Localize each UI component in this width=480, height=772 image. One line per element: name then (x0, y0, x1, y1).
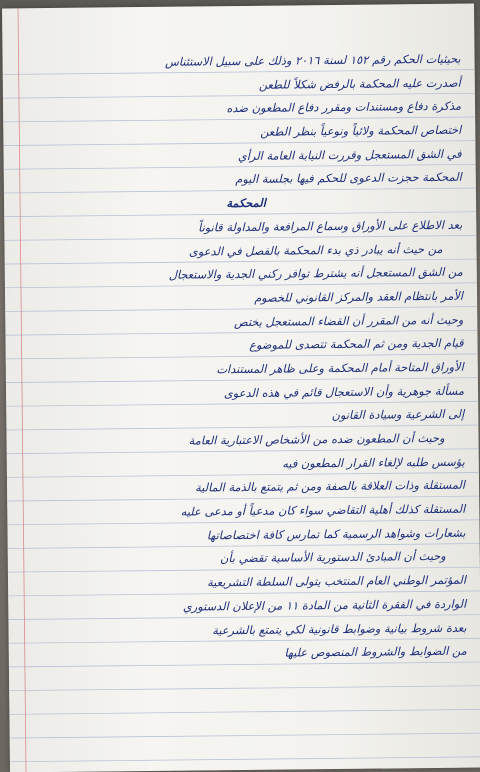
text-line: المستقلة وذات العلاقة بالصفة ومن ثم يتمتع بالذمة المالية (195, 478, 466, 495)
section-heading: المحكمة (226, 195, 266, 211)
text-line: المحكمة حجزت الدعوى للحكم فيها بجلسة اليوم (235, 170, 462, 187)
text-line: المؤتمر الوطني العام المنتخب يتولى السلطة التشريعية (207, 572, 467, 590)
text-line: في الشق المستعجل وقررت النيابة العامة الرأي (237, 146, 462, 163)
text-line: وحيث أن المطعون ضده من الأشخاص الاعتبارية العامة (188, 430, 445, 448)
text-line: بحيثيات الحكم رقم ١٥٢ لسنة ٢٠١٦ وذلك على سبيل الاستئناس (164, 51, 461, 69)
text-line: المستقلة كذلك أهلية التقاضي سواء كان مدعياً أو مدعى عليه (180, 501, 466, 519)
text-line: من حيث أنه يبادر ذي بدء المحكمة بالفصل في الدعوى (188, 241, 443, 259)
text-line: يؤسس طلبه لإلغاء القرار المطعون فيه (282, 454, 465, 471)
handwritten-text (24, 48, 471, 765)
text-line: مذكرة دفاع ومستندات ومقرر دفاع المطعون ضده (226, 99, 462, 116)
text-line: بعدة شروط بيانية وضوابط قانونية لكي يتمتع بالشرعية (212, 620, 467, 637)
text-line: وحيث أن المبادئ الدستورية الأساسية تقضي بأن (219, 549, 446, 566)
text-line: من الشق المستعجل أنه يشترط توافر ركني الجدية والاستعجال (168, 264, 463, 282)
text-line: الأمر بانتظام العقد والمركز القانوني للخصوم (254, 288, 464, 305)
text-line: الأوراق المتاحة أمام المحكمة وعلى ظاهر المستندات (216, 359, 464, 377)
text-line: مسألة جوهرية وأن الاستعجال قائم في هذه الدعوى (223, 383, 465, 400)
text-line: الواردة في الفقرة الثانية من المادة ١١ من الإعلان الدستوري (182, 596, 467, 614)
text-line: قيام الجدية ومن ثم المحكمة تتصدى للموضوع (249, 335, 464, 353)
text-line: وحيث أنه من المقرر أن القضاء المستعجل يختص (233, 312, 464, 329)
text-line: بشعارات وشواهد الرسمية كما تمارس كافة اختصاصاتها (206, 525, 466, 543)
text-line: اختصاص المحكمة ولائياً ونوعياً بنظر الطعن (260, 122, 462, 139)
text-line: بعد الاطلاع على الأوراق وسماع المرافعة والمداولة قانوناً (198, 217, 463, 235)
text-line: إلى الشرعية وسيادة القانون (331, 406, 465, 423)
text-line: من الضوابط والشروط المنصوص عليها (284, 643, 467, 660)
text-line: أصدرت عليه المحكمة بالرفض شكلاً للطعن (258, 75, 461, 92)
handwritten-page (2, 4, 480, 772)
